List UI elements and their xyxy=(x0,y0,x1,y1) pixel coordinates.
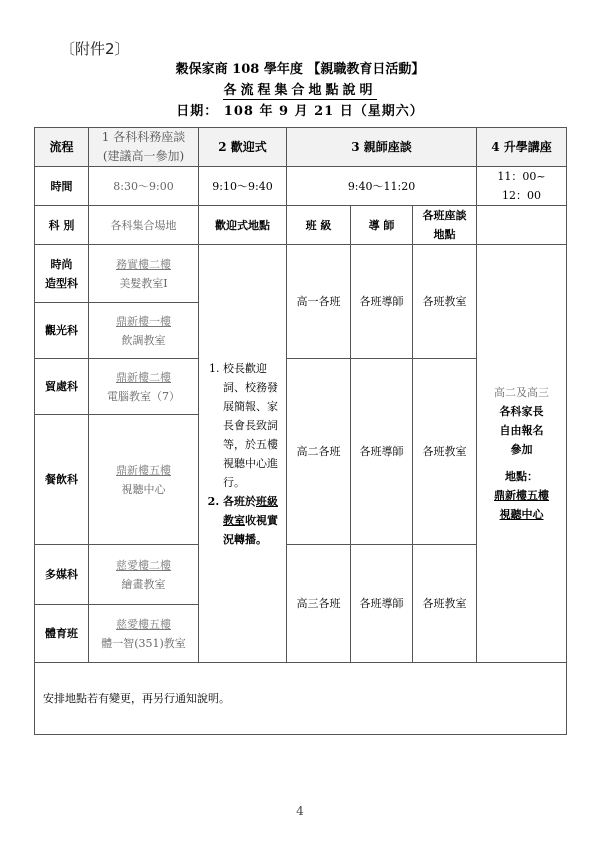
welcome-item1-line: 視聽中心進 xyxy=(223,456,278,470)
welcome-item1-line: 行。 xyxy=(223,475,245,489)
time-row xyxy=(35,167,567,206)
time-step4-line2: 12：00 xyxy=(502,189,542,202)
dept-venue xyxy=(89,605,199,663)
attachment-label: 〔附件2〕 xyxy=(60,40,130,58)
sub-header-class-venue xyxy=(413,206,477,245)
upper-grade-line1: 高二及高三 xyxy=(494,386,550,399)
schedule-table xyxy=(34,127,567,735)
welcome-item2-underline1: 班級 xyxy=(256,494,278,508)
dept-name-line2: 造型科 xyxy=(45,276,78,290)
welcome-item1-line: 等，於五樓 xyxy=(223,437,278,451)
class-venue-cell: 各班教室 xyxy=(413,245,477,359)
table-row xyxy=(35,245,567,303)
time-step4 xyxy=(477,167,567,206)
dept-name: 體育班 xyxy=(35,605,89,663)
welcome-item-1 xyxy=(223,359,280,492)
welcome-item1-line: 展簡報、家 xyxy=(223,399,278,413)
class-venue-cell: 各班教室 xyxy=(413,545,477,663)
dept-venue-building: 慈愛樓五樓 xyxy=(116,617,171,631)
time-step3: 9:40～11:20 xyxy=(287,167,477,206)
dept-venue-building: 鼎新樓二樓 xyxy=(116,370,171,384)
sub-header-row xyxy=(35,206,567,245)
time-step2: 9:10～9:40 xyxy=(199,167,287,206)
class-venue-cell: 各班教室 xyxy=(413,359,477,545)
sub-header-dept-venue: 各科集合場地 xyxy=(89,206,199,245)
class-cell: 高二各班 xyxy=(287,359,351,545)
dept-venue-building: 務實樓二樓 xyxy=(116,257,171,271)
time-step4-line1: 11：00~ xyxy=(497,170,546,183)
dept-venue-room: 視聽中心 xyxy=(121,482,166,496)
upper-grade-line7: 視聽中心 xyxy=(499,508,544,521)
dept-name: 餐飲科 xyxy=(35,415,89,545)
mentor-cell: 各班導師 xyxy=(351,359,413,545)
upper-grade-line3: 自由報名 xyxy=(499,424,544,437)
sub-header-empty xyxy=(477,206,567,245)
dept-venue xyxy=(89,359,199,415)
welcome-item2-underline2: 教室 xyxy=(223,513,245,527)
header-row xyxy=(35,128,567,167)
sub-header-class-venue-line1: 各班座談 xyxy=(422,209,467,222)
class-cell: 高一各班 xyxy=(287,245,351,359)
header-step1-line1: 1 各科科務座談 xyxy=(101,130,186,144)
dept-name-line1: 時尚 xyxy=(50,257,73,271)
header-step2: 2 歡迎式 xyxy=(199,128,287,167)
note-row xyxy=(35,663,567,735)
welcome-item-2 xyxy=(223,492,280,549)
document-title: 穀保家商 108 學年度 【親職教育日活動】 xyxy=(175,62,425,77)
header-step4: 4 升學講座 xyxy=(477,128,567,167)
dept-venue-room: 體一智(351)教室 xyxy=(101,636,186,650)
dept-name: 貿處科 xyxy=(35,359,89,415)
welcome-item2-pre: 各班於 xyxy=(223,494,256,508)
sub-header-class-venue-line2: 地點 xyxy=(433,228,456,241)
mentor-cell: 各班導師 xyxy=(351,245,413,359)
subtitle-text: 各流程集合地點說明 xyxy=(223,83,377,98)
header-step1-line2: (建議高一參加) xyxy=(102,149,185,163)
time-label: 時間 xyxy=(35,167,89,206)
mentor-cell: 各班導師 xyxy=(351,545,413,663)
dept-venue xyxy=(89,303,199,359)
upper-grade-line4: 參加 xyxy=(510,443,533,456)
dept-venue-building: 鼎新樓五樓 xyxy=(116,463,171,477)
upper-grade-info xyxy=(477,245,567,663)
header-step1 xyxy=(89,128,199,167)
page-number: 4 xyxy=(296,804,304,818)
welcome-item1-line: 長會長致詞 xyxy=(223,418,278,432)
upper-grade-line2: 各科家長 xyxy=(499,405,544,418)
dept-venue-building: 鼎新樓一樓 xyxy=(116,314,171,328)
sub-header-mentor: 導 師 xyxy=(351,206,413,245)
dept-venue-building: 慈愛樓二樓 xyxy=(116,558,171,572)
dept-name xyxy=(35,245,89,303)
upper-grade-line6: 鼎新樓五樓 xyxy=(494,489,550,502)
sub-header-class: 班 級 xyxy=(287,206,351,245)
dept-venue xyxy=(89,545,199,605)
dept-venue xyxy=(89,415,199,545)
header-process: 流程 xyxy=(35,128,89,167)
dept-venue-room: 飲調教室 xyxy=(121,333,166,347)
time-step1: 8:30～9:00 xyxy=(89,167,199,206)
dept-venue-room: 電腦教室（7） xyxy=(107,389,180,403)
dept-venue-room: 繪畫教室 xyxy=(121,577,166,591)
dept-venue-room: 美髮教室Ⅰ xyxy=(119,276,168,290)
welcome-item1-line: 校長歡迎 xyxy=(223,361,267,375)
upper-grade-line5: 地點： xyxy=(505,470,539,483)
welcome-item2-line3: 況轉播。 xyxy=(223,532,267,546)
welcome-item2-post: 收視實 xyxy=(245,513,278,527)
sub-header-welcome-venue: 歡迎式地點 xyxy=(199,206,287,245)
document-subtitle xyxy=(0,79,600,98)
header-step3: 3 親師座談 xyxy=(287,128,477,167)
welcome-item1-line: 詞、校務發 xyxy=(223,380,278,394)
class-cell: 高三各班 xyxy=(287,545,351,663)
sub-header-dept: 科 別 xyxy=(35,206,89,245)
dept-venue xyxy=(89,245,199,303)
welcome-description xyxy=(199,245,287,663)
dept-name: 多媒科 xyxy=(35,545,89,605)
dept-name: 觀光科 xyxy=(35,303,89,359)
event-date: 日期： 108 年 9 月 21 日（星期六） xyxy=(176,104,424,119)
change-note: 安排地點若有變更，再另行通知說明。 xyxy=(35,663,567,735)
